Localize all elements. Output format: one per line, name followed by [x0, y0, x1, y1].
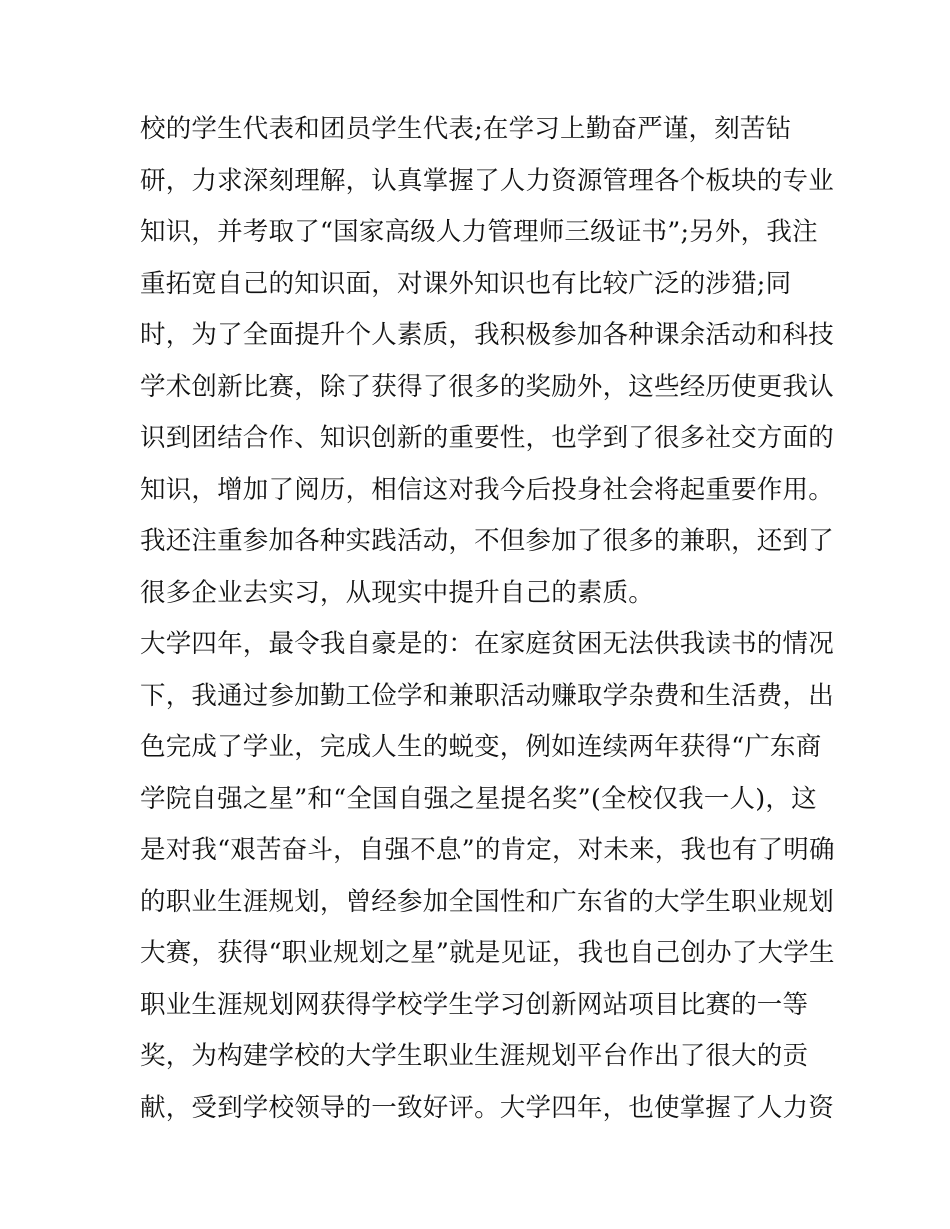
text-line: 学院自强之星”和“全国自强之星提名奖”(全校仅我一人)，这: [140, 783, 817, 814]
text-line: 识到团结合作、知识创新的重要性，也学到了很多社交方面的: [140, 423, 834, 453]
text-line: 献，受到学校领导的一致好评。大学四年，也使掌握了人力资: [140, 1092, 834, 1123]
text-line: 大学四年，最令我自豪是的：在家庭贫困无法供我读书的情况: [140, 629, 834, 659]
text-line: 色完成了学业，完成人生的蜕变，例如连续两年获得“广东商: [140, 732, 822, 762]
text-line: 的职业生涯规划，曾经参加全国性和广东省的大学生职业规划: [140, 886, 834, 917]
text-line: 重拓宽自己的知识面，对课外知识也有比较广泛的涉猎;同: [140, 268, 792, 299]
text-line: 是对我“艰苦奋斗，自强不息”的肯定，对未来，我也有了明确: [140, 835, 835, 865]
text-line: 奖，为构建学校的大学生职业生涯规划平台作出了很大的贡: [140, 1041, 809, 1071]
text-line: 知识，并考取了“国家高级人力管理师三级证书”;另外，我注: [140, 217, 818, 247]
body-text: [140, 104, 835, 1134]
text-line: 时，为了全面提升个人素质，我积极参加各种课余活动和科技: [140, 320, 834, 350]
text-line: 研，力求深刻理解，认真掌握了人力资源管理各个板块的专业: [140, 165, 834, 196]
text-line: 学术创新比赛，除了获得了很多的奖励外，这些经历使更我认: [140, 371, 834, 402]
text-line: 下，我通过参加勤工俭学和兼职活动赚取学杂费和生活费，出: [140, 680, 834, 711]
text-line: 校的学生代表和团员学生代表;在学习上勤奋严谨，刻苦钻: [140, 114, 792, 144]
text-line: 知识，增加了阅历，相信这对我今后投身社会将起重要作用。: [140, 474, 834, 505]
text-line: 大赛，获得“职业规划之星”就是见证，我也自己创办了大学生: [140, 938, 835, 968]
text-line: 职业生涯规划网获得学校学生学习创新网站项目比赛的一等: [140, 989, 809, 1020]
text-line: 我还注重参加各种实践活动，不但参加了很多的兼职，还到了: [140, 526, 834, 556]
text-line: 很多企业去实习，从现实中提升自己的素质。: [140, 577, 655, 608]
